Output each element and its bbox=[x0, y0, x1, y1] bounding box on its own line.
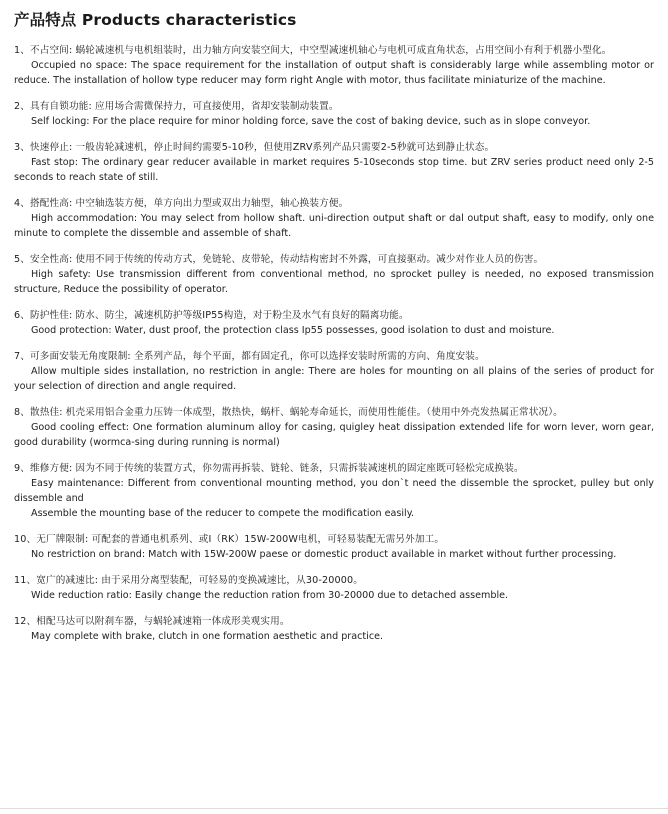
feature-5-chinese: 5、安全性高: 使用不同于传统的传动方式，免链轮、皮带轮，传动结构密封不外露，可直接驱动。减少对作业人员的伤害。 bbox=[14, 254, 544, 265]
feature-12-chinese: 12、相配马达可以附刹车器，与蜗轮减速箱一体成形美观实用。 bbox=[14, 616, 290, 627]
feature-9-chinese: 9、维修方便: 因为不同于传统的装置方式，你勿需再拆装、链轮、链条，只需拆装减速机的固定座既可轻松完成换装。 bbox=[14, 463, 524, 474]
feature-3-chinese: 3、快速停止: 一般齿轮减速机，停止时间约需要5-10秒，但使用ZRV系列产品只需要2-5秒就可达到静止状态。 bbox=[14, 142, 495, 153]
feature-4-english: High accommodation: You may select from hollow shaft. uni-direction output shaft or dal output shaft, easy to modify, only one minute to complete the dissemble and assemble of shaft. bbox=[14, 213, 654, 239]
page-title: 产品特点 Products characteristics bbox=[14, 11, 297, 29]
feature-item-2 bbox=[14, 99, 654, 129]
feature-6-chinese: 6、防护性佳: 防水、防尘，减速机防护等级IP55构造，对于粉尘及水气有良好的隔离功能。 bbox=[14, 310, 409, 321]
feature-8-english: Good cooling effect: One formation aluminum alloy for casing, quigley heat dissipation extended life for worn lever, worn gear, good durability (wormca-sing during running is normal) bbox=[14, 422, 654, 448]
feature-10-chinese: 10、无厂牌限制: 可配套的普通电机系列、或I（RK）15W-200W电机，可轻易装配无需另外加工。 bbox=[14, 534, 445, 545]
feature-item-10 bbox=[14, 532, 654, 562]
feature-12-english: May complete with brake, clutch in one formation aesthetic and practice. bbox=[31, 631, 384, 642]
feature-9-english: Easy maintenance: Different from conventional mounting method, you don`t need the dissemble the sprocket, pulley but only dissemble and bbox=[14, 478, 654, 504]
feature-2-chinese: 2、具有自锁功能: 应用场合需微保持力，可直接使用，省却安装制动装置。 bbox=[14, 101, 339, 112]
feature-7-english: Allow multiple sides installation, no restriction in angle: There are holes for mounting on all plains of the series of product for your selection of direction and angle required. bbox=[14, 366, 654, 392]
feature-item-3 bbox=[14, 140, 654, 185]
feature-item-9 bbox=[14, 461, 654, 521]
feature-9-english-continued: Assemble the mounting base of the reducer to compete the modification easily. bbox=[31, 508, 415, 519]
feature-item-5 bbox=[14, 252, 654, 297]
feature-1-chinese: 1、不占空间: 蜗轮减速机与电机组装时，出力轴方向安装空间大，中空型减速机轴心与电机可成直角状态，占用空间小有利于机器小型化。 bbox=[14, 45, 612, 56]
feature-11-english: Wide reduction ratio: Easily change the reduction ration from 30-20000 due to detached assemble. bbox=[31, 590, 509, 601]
feature-item-11 bbox=[14, 573, 654, 603]
feature-2-english: Self locking: For the place require for minor holding force, save the cost of baking device, such as in slope conveyor. bbox=[31, 116, 591, 127]
feature-10-english: No restriction on brand: Match with 15W-200W paese or domestic product available in market without further processing. bbox=[31, 549, 617, 560]
feature-item-7 bbox=[14, 349, 654, 394]
feature-11-chinese: 11、宽广的减速比: 由于采用分离型装配，可轻易的变换减速比，从30-20000。 bbox=[14, 575, 364, 586]
feature-4-chinese: 4、搭配性高: 中空轴选装方便，单方向出力型或双出力轴型，轴心换装方便。 bbox=[14, 198, 349, 209]
feature-8-chinese: 8、散热佳: 机壳采用铝合金重力压铸一体成型，散热快，蜗杆、蜗轮寿命延长，而使用性能佳。（使用中外壳发热属正常状况）。 bbox=[14, 407, 563, 418]
feature-7-chinese: 7、可多面安装无角度限制: 全系列产品，每个平面，都有固定孔，你可以选择安装时所需的方向、角度安装。 bbox=[14, 351, 485, 362]
feature-5-english: High safety: Use transmission different from conventional method, no sprocket pulley is needed, no exposed transmission structure, Reduce the possibility of operator. bbox=[14, 269, 654, 295]
feature-item-12 bbox=[14, 614, 654, 644]
feature-item-4 bbox=[14, 196, 654, 241]
feature-1-english: Occupied no space: The space requirement for the installation of output shaft is considerably large while assembling motor or reduce. The installation of hollow type reducer may form right Angle with motor, thus facilitate miniaturize of the machine. bbox=[14, 60, 654, 86]
feature-item-8 bbox=[14, 405, 654, 450]
feature-6-english: Good protection: Water, dust proof, the protection class Ip55 possesses, good isolation to dust and moisture. bbox=[31, 325, 555, 336]
bottom-divider bbox=[0, 808, 668, 809]
feature-item-6 bbox=[14, 308, 654, 338]
feature-item-1 bbox=[14, 43, 654, 88]
feature-3-english: Fast stop: The ordinary gear reducer available in market requires 5-10seconds stop time. but ZRV series product need only 2-5 seconds to reach state of still. bbox=[14, 157, 654, 183]
